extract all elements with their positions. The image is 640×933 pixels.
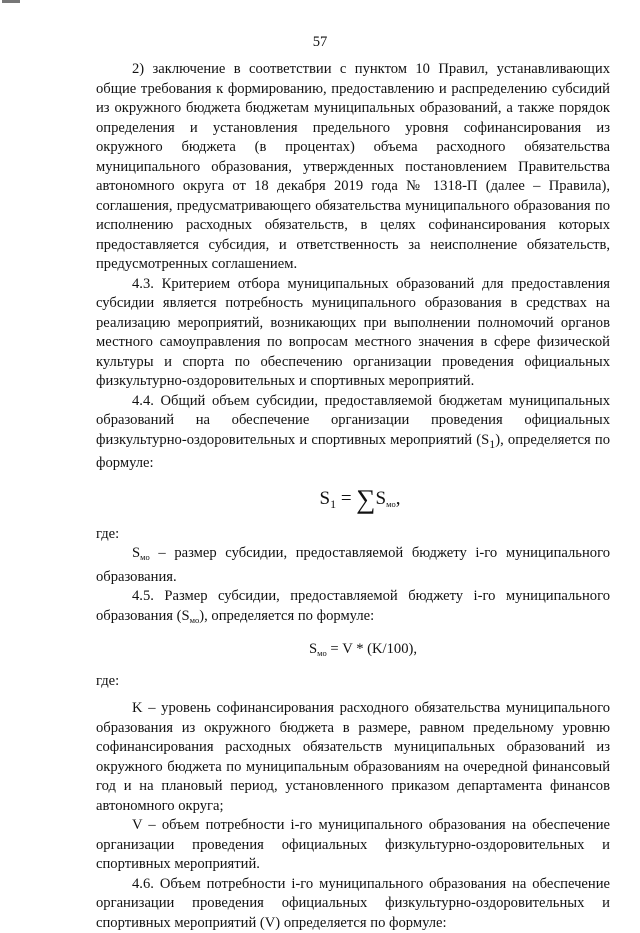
definition-k: K – уровень софинансирования расходного обязательства муниципального образования из окружного бюджета в размере, равном предельному уровню софинансирования расходных обязательств муниципальных образований из окружного бюджета по муниципальным образованиям на очередной финансовый год и на плановый период, установленного приказом департамента финансов автономного округа; [96, 699, 610, 816]
definition-v: V – объем потребности i-го муниципального образования на обеспечение организации проведения официальных физкультурно-оздоровительных и спортивных мероприятий. [96, 816, 610, 875]
formula2-lhs-sub: мо [317, 648, 327, 658]
where-label-2: где: [96, 672, 610, 692]
paragraph-4-4 [96, 392, 610, 474]
document-body [96, 60, 610, 933]
paragraph-4-6: 4.6. Объем потребности i-го муниципального образования на обеспечение организации проведения официальных физкультурно-оздоровительных и спортивных мероприятий (V) определяется по формуле: [96, 875, 610, 933]
formula-tail: , [396, 488, 401, 509]
definition-symbol: S [132, 545, 140, 561]
formula-total-subsidy [96, 486, 610, 517]
paragraph-4-4-tail: ), определяется по формуле: [96, 432, 610, 472]
paragraph-4-5-sub: мо [190, 615, 200, 625]
where-label-1: где: [96, 525, 610, 545]
formula2-rhs: = V * (K/100), [327, 641, 417, 657]
formula-rhs-sub: мо [386, 499, 396, 509]
paragraph-4-5-tail: ), определяется по формуле: [199, 608, 374, 624]
formula-lhs: S [319, 488, 330, 509]
paragraph-conclusion: 2) заключение в соответствии с пунктом 10 Правил, устанавливающих общие требования к формированию, предоставлению и распределению субсидий из окружного бюджета бюджетам муниципальных образований, а также порядок определения и установления предельного уровня софинансирования из окружного бюджета (в процентах) объема расходного обязательства муниципального образования, утвержденных постановлением Правительства автономного округа от 18 декабря 2019 года № 1318-П (далее – Правила), соглашения, предусматривающего обязательства муниципального образования по исполнению расходных обязательств, в целях софинансирования которых предоставляется субсидия, и ответственность за неисполнение обязательств, предусмотренных соглашением. [96, 60, 610, 275]
definition-symbol-sub: мо [140, 552, 150, 562]
paragraph-4-3: 4.3. Критерием отбора муниципальных образований для предоставления субсидии является потребность муниципального образования в средствах на реализацию мероприятий, возникающих при выполнении полномочий органов местного самоуправления по вопросам местного значения в сфере физической культуры и спорта по обеспечению организации проведения официальных физкультурно-оздоровительных и спортивных мероприятий. [96, 275, 610, 392]
formula-eq: = [336, 488, 356, 509]
definition-text: – размер субсидии, предоставляемой бюджету i-го муниципального образования. [96, 545, 610, 585]
definition-s-mo [96, 544, 610, 587]
sum-symbol: ∑ [356, 484, 375, 514]
formula2-lhs: S [309, 641, 317, 657]
formula-municipal-subsidy [96, 640, 610, 664]
paragraph-4-5 [96, 587, 610, 630]
page-number: 57 [0, 33, 640, 53]
spacer [96, 691, 610, 699]
subscript-1: 1 [489, 437, 495, 451]
formula-lhs-sub: 1 [330, 497, 336, 511]
scan-edge-mark [2, 0, 20, 3]
formula-rhs: S [376, 488, 387, 509]
paragraph-4-5-text: 4.5. Размер субсидии, предоставляемой бюджету i-го муниципального образования (S [96, 588, 610, 624]
paragraph-4-4-text: 4.4. Общий объем субсидии, предоставляемой бюджетам муниципальных образований на обеспечение организации проведения официальных физкультурно-оздоровительных и спортивных мероприятий (S [96, 393, 610, 448]
